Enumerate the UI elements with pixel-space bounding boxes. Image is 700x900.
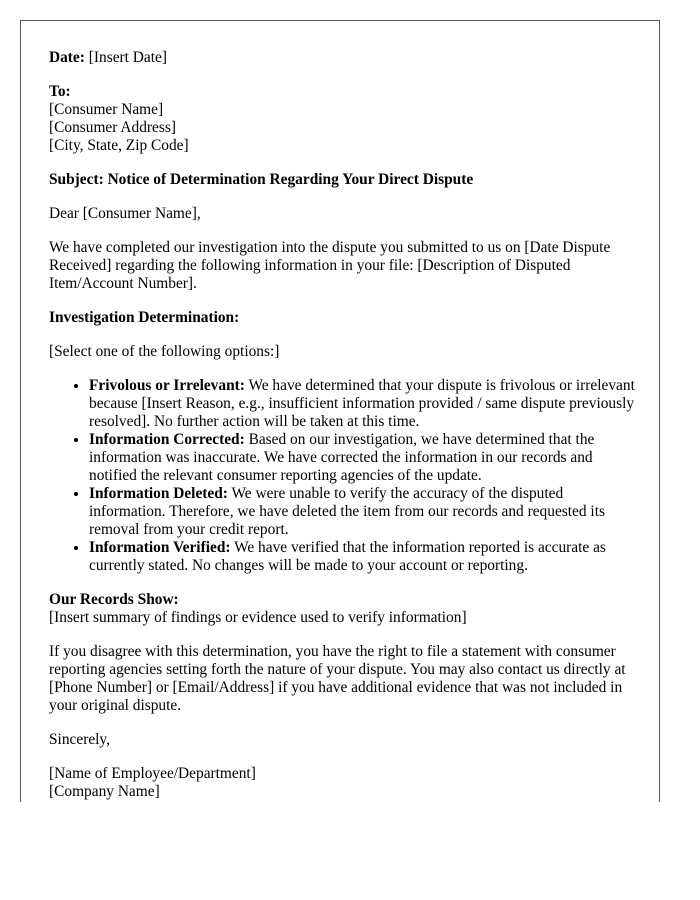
- to-label: To:: [49, 83, 71, 100]
- option-title: Frivolous or Irrelevant:: [89, 377, 245, 394]
- list-item: [89, 485, 639, 539]
- letter-page: [20, 20, 660, 802]
- date-label: Date:: [49, 49, 85, 66]
- option-title: Information Deleted:: [89, 485, 228, 502]
- list-item: [89, 431, 639, 485]
- date-line: [49, 49, 639, 67]
- option-text: We have verified that the information reported is accurate as currently stated. No changes will be made to your account or reporting.: [89, 539, 606, 574]
- recipient-city-state-zip: [City, State, Zip Code]: [49, 137, 189, 154]
- determination-heading: Investigation Determination:: [49, 309, 240, 326]
- recipient-name: [Consumer Name]: [49, 101, 164, 118]
- subject-line: Subject: Notice of Determination Regarding Your Direct Dispute: [49, 171, 474, 188]
- closing: Sincerely,: [49, 731, 110, 748]
- recipient-block: [49, 83, 639, 155]
- list-item: [89, 377, 639, 431]
- option-text: We have determined that your dispute is frivolous or irrelevant because [Insert Reason, e.g., insufficient information provided / same dispute previously resolved]. No further action will be taken at this time.: [89, 377, 635, 430]
- select-instruction: [Select one of the following options:]: [49, 343, 280, 360]
- signature-name: [Name of Employee/Department]: [49, 765, 256, 782]
- disagree-paragraph: If you disagree with this determination, you have the right to file a statement with consumer reporting agencies setting forth the nature of your dispute. You may also contact us directly at [Phone Number] or [Email/Address] if you have additional evidence that was not included in your original dispute.: [49, 643, 626, 714]
- salutation: Dear [Consumer Name],: [49, 205, 201, 222]
- option-text: Based on our investigation, we have determined that the information was inaccurate. We have corrected the information in our records and notified the relevant consumer reporting agencies of the update.: [89, 431, 595, 484]
- intro-paragraph: We have completed our investigation into the dispute you submitted to us on [Date Dispute Received] regarding the following information in your file: [Description of Disputed Item/Account Number].: [49, 239, 611, 292]
- list-item: [89, 539, 639, 575]
- recipient-address: [Consumer Address]: [49, 119, 176, 136]
- letter-content: [49, 49, 639, 802]
- option-title: Information Corrected:: [89, 431, 245, 448]
- option-title: Information Verified:: [89, 539, 231, 556]
- signature-block: [49, 765, 639, 801]
- records-block: [49, 591, 639, 627]
- date-value: [Insert Date]: [88, 49, 167, 66]
- records-text: [Insert summary of findings or evidence used to verify information]: [49, 609, 467, 626]
- records-heading: Our Records Show:: [49, 591, 179, 608]
- option-text: We were unable to verify the accuracy of the disputed information. Therefore, we have deleted the item from our records and requested its removal from your credit report.: [89, 485, 605, 538]
- signature-company: [Company Name]: [49, 783, 160, 800]
- determination-options-list: [49, 377, 639, 575]
